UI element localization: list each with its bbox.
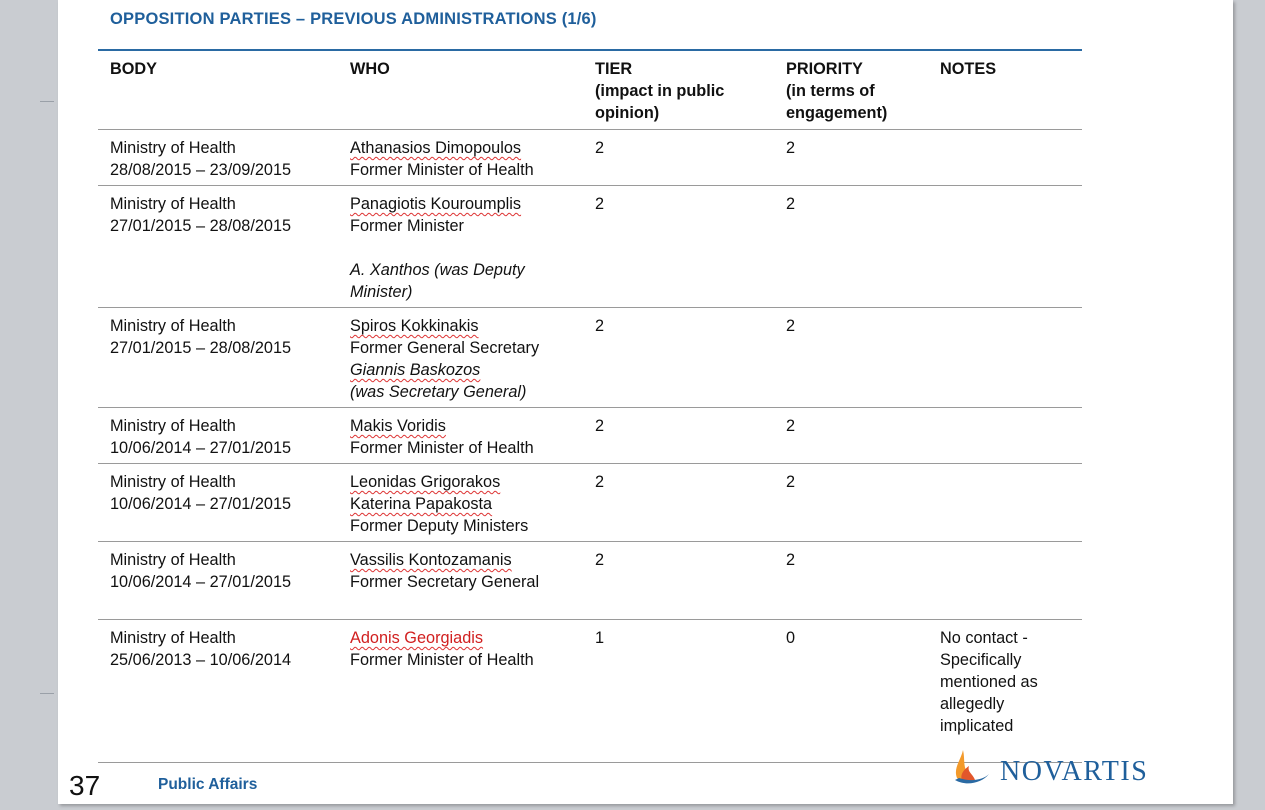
cell-notes [928, 308, 1082, 408]
cell-body: Ministry of Health 28/08/2015 – 23/09/2015 [98, 130, 338, 186]
stakeholder-table [98, 51, 1082, 742]
cell-who: Vassilis Kontozamanis Former Secretary General [338, 542, 583, 620]
table-row [98, 186, 1082, 308]
cell-priority: 2 [774, 130, 928, 186]
cell-priority: 2 [774, 464, 928, 542]
cell-tier: 1 [595, 629, 605, 647]
header-notes: NOTES [928, 51, 1082, 130]
logo-wordmark: NOVARTIS [1000, 756, 1149, 787]
table-row [98, 464, 1082, 542]
cell-tier: 2 [583, 542, 774, 620]
cell-priority: 2 [774, 408, 928, 464]
left-margin [0, 0, 58, 810]
cell-body: Ministry of Health 10/06/2014 – 27/01/2015 [98, 542, 338, 620]
footer-label: Public Affairs [158, 776, 258, 793]
cell-who: Spiros Kokkinakis Former General Secretary Giannis Baskozos (was Secretary General) [338, 308, 583, 408]
cell-who: Adonis Georgiadis Former Minister of Health [350, 629, 534, 669]
slide-page [58, 0, 1233, 804]
page-number: 37 [69, 770, 101, 801]
cell-who: Makis Voridis Former Minister of Health [338, 408, 583, 464]
margin-tick [40, 101, 54, 102]
cell-tier: 2 [583, 464, 774, 542]
cell-priority: 0 [786, 629, 796, 647]
cell-body: Ministry of Health 10/06/2014 – 27/01/2015 [98, 408, 338, 464]
cell-body: Ministry of Health 25/06/2013 – 10/06/2014 [110, 629, 292, 669]
cell-priority: 2 [774, 186, 928, 308]
cell-tier: 2 [583, 308, 774, 408]
table-row [98, 408, 1082, 464]
cell-notes [928, 408, 1082, 464]
cell-tier: 2 [583, 186, 774, 308]
header-priority: PRIORITY (in terms of engagement) [774, 51, 928, 130]
table-header-row [98, 51, 1082, 130]
flame-logo-icon [951, 748, 995, 786]
header-body: BODY [98, 51, 338, 130]
cell-notes [928, 130, 1082, 186]
cell-tier: 2 [583, 408, 774, 464]
slide-title: OPPOSITION PARTIES – PREVIOUS ADMINISTRATIONS (1/6) [110, 10, 597, 28]
cell-priority: 2 [774, 542, 928, 620]
cell-notes [928, 186, 1082, 308]
right-margin [1236, 0, 1265, 810]
cell-priority: 2 [774, 308, 928, 408]
table-row [98, 542, 1082, 620]
cell-body: Ministry of Health 27/01/2015 – 28/08/2015 [98, 186, 338, 308]
cell-who: Athanasios Dimopoulos Former Minister of Health [338, 130, 583, 186]
cell-notes: No contact - Specifically mentioned as allegedly implicated [940, 629, 1038, 735]
cell-notes [928, 464, 1082, 542]
table-row [98, 130, 1082, 186]
cell-tier: 2 [583, 130, 774, 186]
table-row [98, 620, 1082, 742]
margin-tick [40, 693, 54, 694]
table-row [98, 308, 1082, 408]
header-tier: TIER (impact in public opinion) [583, 51, 774, 130]
cell-notes [928, 542, 1082, 620]
footer-rule [98, 762, 1082, 763]
cell-who: Leonidas Grigorakos Katerina Papakosta Former Deputy Ministers [338, 464, 583, 542]
cell-body: Ministry of Health 10/06/2014 – 27/01/2015 [98, 464, 338, 542]
novartis-logo [951, 748, 1171, 788]
cell-body: Ministry of Health 27/01/2015 – 28/08/2015 [98, 308, 338, 408]
cell-who: Panagiotis Kouroumplis Former Minister A. Xanthos (was Deputy Minister) [338, 186, 583, 308]
header-who: WHO [338, 51, 583, 130]
